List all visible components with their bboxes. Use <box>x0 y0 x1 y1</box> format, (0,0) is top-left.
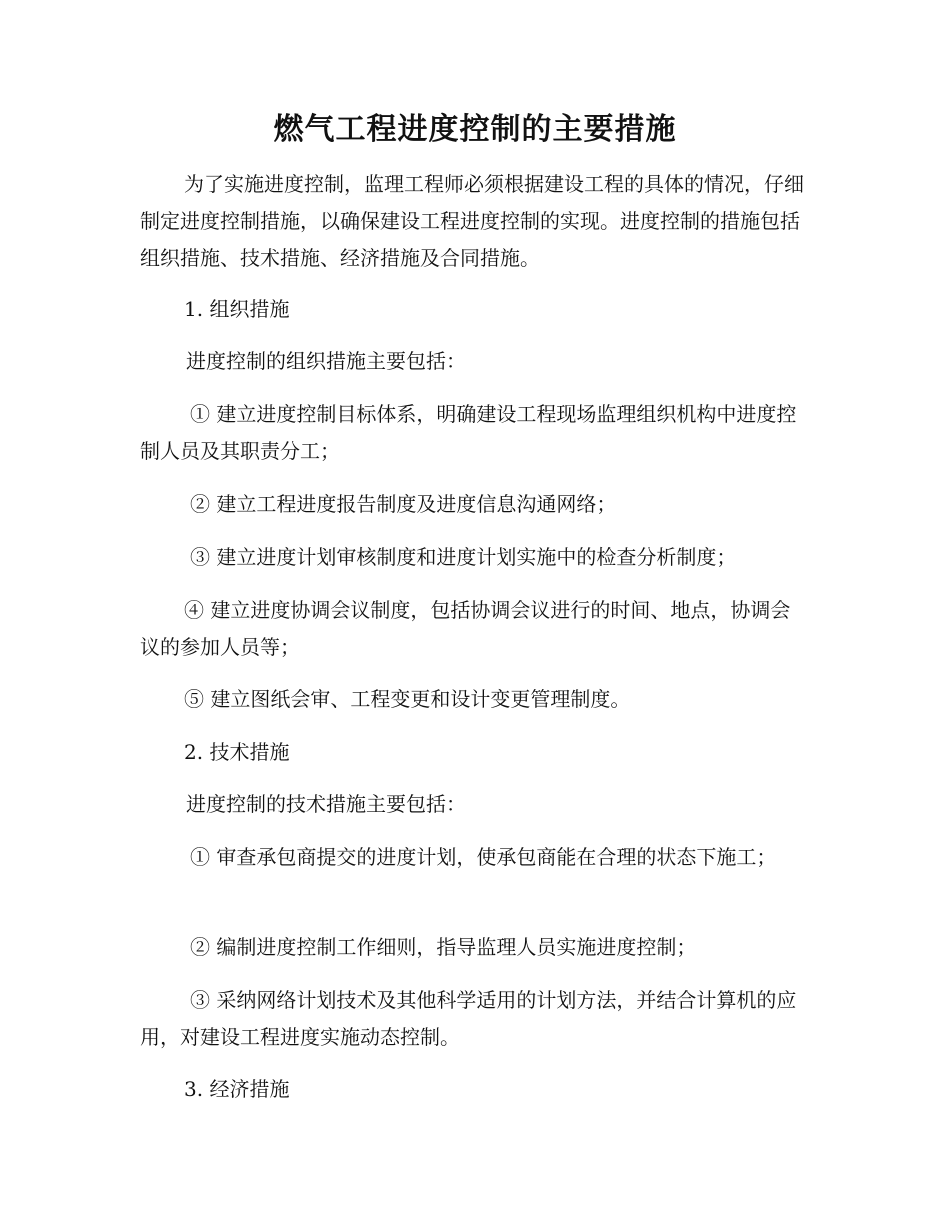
section-heading-technical: 2. 技术措施 <box>184 740 290 764</box>
list-item: ② 编制进度控制工作细则，指导监理人员实施进度控制； <box>190 935 697 959</box>
list-item: ③ 建立进度计划审核制度和进度计划实施中的检查分析制度； <box>190 545 737 569</box>
section-heading-economic: 3. 经济措施 <box>184 1077 290 1101</box>
intro-paragraph: 为了实施进度控制，监理工程师必须根据建设工程的具体的情况，仔细制定进度控制措施，以确保建设工程进度控制的实现。进度控制的措施包括组织措施、技术措施、经济措施及合同措施。 <box>140 172 804 270</box>
section-heading-organization: 1. 组织措施 <box>184 297 290 321</box>
list-item: ① 建立进度控制目标体系，明确建设工程现场监理组织机构中进度控制人员及其职责分工； <box>140 402 797 463</box>
section-lead-organization: 进度控制的组织措施主要包括： <box>186 349 466 373</box>
list-item: ④ 建立进度协调会议制度，包括协调会议进行的时间、地点，协调会议的参加人员等； <box>140 598 791 659</box>
list-item: ① 审查承包商提交的进度计划，使承包商能在合理的状态下施工； <box>190 845 777 869</box>
section-lead-technical: 进度控制的技术措施主要包括： <box>186 792 466 816</box>
list-item: ③ 采纳网络计划技术及其他科学适用的计划方法，并结合计算机的应用，对建设工程进度实施动态控制。 <box>140 988 797 1049</box>
list-item: ⑤ 建立图纸会审、工程变更和设计变更管理制度。 <box>184 687 631 711</box>
list-item: ② 建立工程进度报告制度及进度信息沟通网络； <box>190 492 617 516</box>
document-title: 燃气工程进度控制的主要措施 <box>273 112 677 147</box>
